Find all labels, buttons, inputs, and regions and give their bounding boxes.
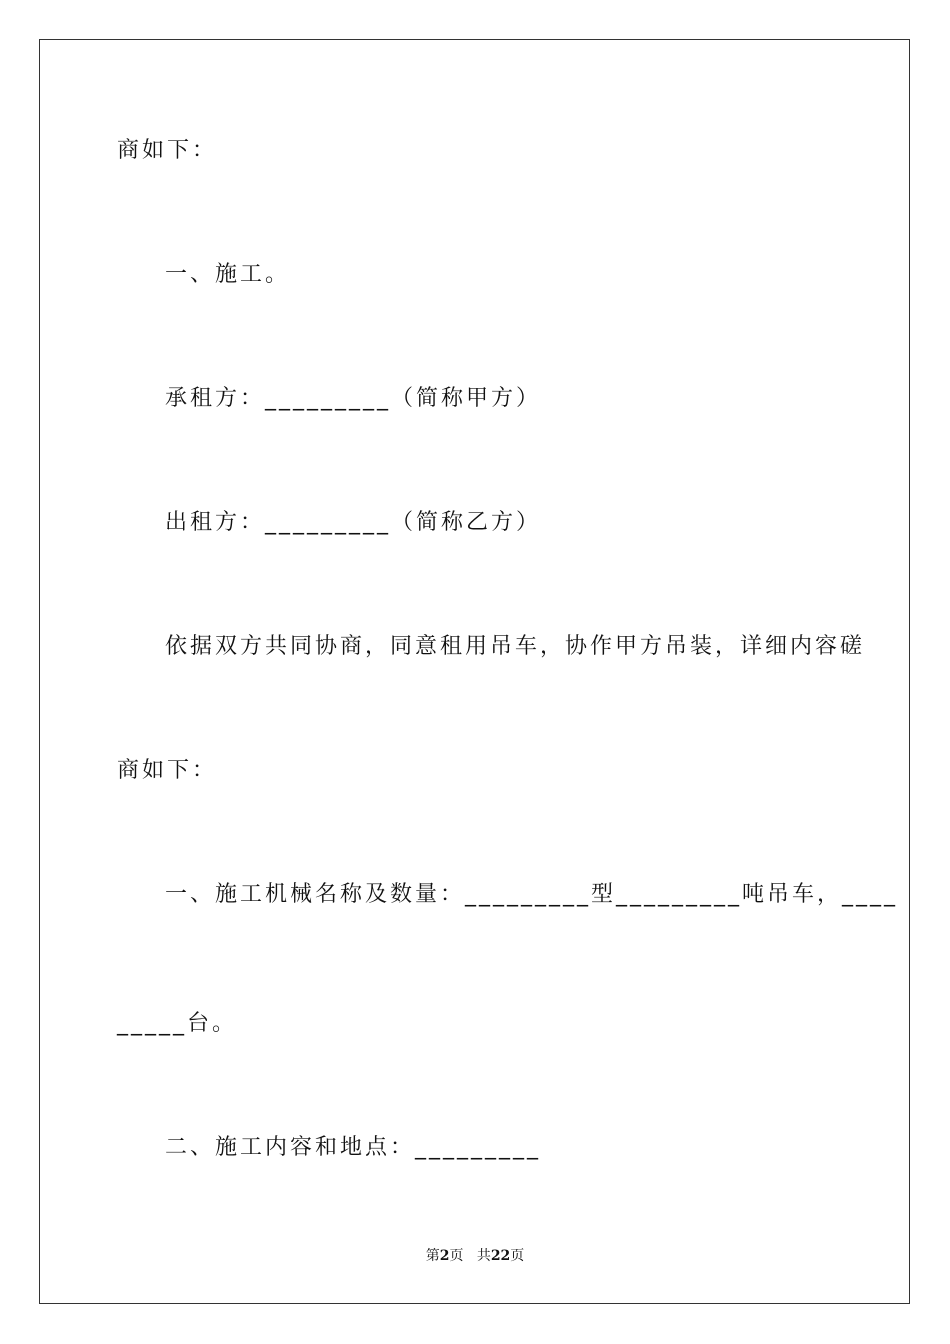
text-line-2: 一、施工。 (165, 262, 291, 287)
page-border (39, 39, 910, 1304)
footer-page-number: 2 (439, 1248, 450, 1264)
text-line-9: 二、施工内容和地点：_________ (165, 1135, 542, 1160)
text-line-8: _____台。 (117, 1011, 238, 1036)
footer-total-unit: 页 (510, 1248, 525, 1264)
footer-total-pages: 22 (490, 1248, 511, 1264)
text-line-5: 依据双方共同协商，同意租用吊车，协作甲方吊装，详细内容磋 (165, 634, 866, 659)
text-line-4: 出租方：_________（简称乙方） (165, 510, 542, 535)
text-line-3: 承租方：_________（简称甲方） (165, 386, 542, 411)
text-line-6: 商如下： (117, 758, 218, 783)
text-line-1: 商如下： (117, 138, 218, 163)
page-footer (0, 1246, 950, 1266)
text-line-7: 一、施工机械名称及数量：_________型_________吨吊车，____ (165, 882, 899, 907)
footer-page-unit: 页 (449, 1248, 464, 1264)
footer-total-prefix: 共 (476, 1248, 491, 1264)
footer-prefix: 第 (425, 1248, 440, 1264)
